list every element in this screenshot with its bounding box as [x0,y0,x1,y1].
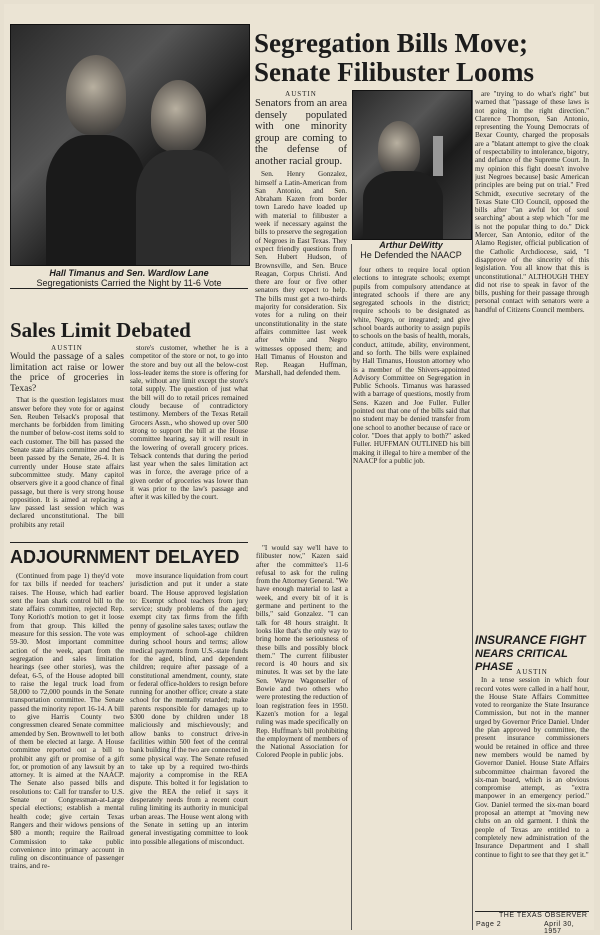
insurance-dateline: AUSTIN [516,668,548,676]
main-headline-line-1: Segregation Bills Move; [254,28,528,58]
left-photo-caption-name: Hall Timanus and Sen. Wardlow Lane [49,268,209,278]
main-story-col1-text: Sen. Henry Gonzalez, himself a Latin-American from San Antonio, and Sen. Abraham Kazen from border town Laredo have loaded up with material to filibuster a week if necessary against the bills to preserve the segregation of Negroes in East Texas. They expect friendly questions from Sen. Hubert Hudson, of Brownsville, and Sen. Bruce Reagan, Corpus Christi. And there are four or five other senators they expect to help. The bills must get a two-thirds majority for consideration. Six votes for a ruling on their unconstitutionality in the state affairs committee last week after white and Negro witnesses opposed them; and Hall Timanus of Houston and Rep. Reagan Huffman, Marshall, had defended them. [255,170,347,378]
insurance-headline-1: INSURANCE FIGHT [475,633,586,647]
adjournment-column-2 [130,572,248,930]
main-headline-line-2: Senate Filibuster Looms [254,57,535,87]
photo-figure-dewitty [378,121,420,176]
main-story-column-3 [353,266,470,930]
newspaper-page [4,4,594,935]
footer-date: April 30, 1957 [544,921,575,935]
adjournment-col2-text: move insurance liquidation from court jurisdiction and put it under a state board. The House approved legislation to: Exempt school teachers from jury service; study problems of the aged; exempt city tax firms from the fifth penny of gasoline sales taxes; outlaw the employment of school-age children during school hours and terms; allow medical payments from U.S.-state funds for the aged, blind, and dependent children; require after passage of a constitutional amendment, county, state or federal office-holders to resign before running for another office; create a state school for the mentally retarded; make parents responsible for damages up to $300 done by children under 18 maliciously and mischievously; and allow banks to construct drive-in facilities within 500 feet of the central bank building if the two are connected in some physical way. The Senate refused to take up by a required two-thirds majority a compromise in the REA dispute. This bolted it for legislation to give the REA the relief it says it desperately needs from a recent court ruling limiting its authority in municipal urban areas. The House went along with the Senate in setting up an interim general investigating committee to look into possible allegations of misconduct. [130,572,248,846]
sales-headline: Sales Limit Debated [10,318,191,342]
insurance-headline-2: NEARS CRITICAL PHASE [475,648,568,673]
adjournment-headline: ADJOURNMENT DELAYED [10,547,240,567]
adjournment-top-rule [10,542,248,543]
photo-body-right [136,150,231,265]
insurance-body: In a tense session in which four record votes were called in a half hour, the House State Affairs Committee voted to reorganize the State Insurance Commission, but not in the manner urged by Governor Price Daniel. Under the plan approved by committee, the present insurance commissioners would be retained in office and three new members would be named by Governor Daniel. House State Affairs subcommittee chairman favored the six-man board, which is an obvious compromise attempt, as "extra manpower in an emergency period." Gov. Daniel termed the six-man board proposal an attempt at "moving new clubs on an old garment. I think the people of Texas are entitled to a completely new administration of the Insurance Department and I shall continue to fight to see that they get it." [475,676,589,859]
photo-timanus-lane [10,24,250,266]
photo-body-left [46,135,146,265]
adjournment-col1-text: (Continued from page 1) they'd vote for tax bills if needed for teachers' raises. The House, which had earlier sent the loan shark control bill to the state affairs committee, rejected Rep. Tony Korioth's motion to get it loose from that group. This killed the measure for this session. The vote was 59-30. Most important committee action of the week, apart from the segregation and sales limitation hearings (see other stories), was the defeat, 6-5, of the House adopted bill to raise the legal truck load from 58,000 to 72,000 pounds in the Senate transportation committee. The Senate passed the minority report 16-14. A bill to give Harris County two congressmen cleared Senate committee amended by Sen. Brownwell to let both of them be elected at large. A House committee reported out a bill to prohibit any gift or promise of a gift for, or promotion of any lawsuit by an attorney. It is aimed at the NAACP. The Senate also passed bills and resolutions to: Call for transfer to U.S. Senate or Congressman-at-Large special elections; establish a mental health code; give certain Texas Rangers and their widows pensions of $80 a month; require the Railroad Commission to take public convenience into primary account in ruling on discontinuance of passenger trains, and re- [10,572,124,871]
main-story-dateline: AUSTIN [285,90,317,98]
right-photo-caption [352,240,470,260]
right-photo-caption-name: Arthur DeWitty [379,240,443,250]
sales-column-1 [10,344,124,554]
main-story-lead: Senators from an area densely populated with one minority group are coming to the defense of another racial group. [255,98,347,167]
photo-figure-right [151,80,206,152]
main-story-column-2 [256,544,348,930]
sales-col1-text: That is the question legislators must answer before they vote for or against Sen. Reuben Telsack's proposal that merchants be forbidden from limiting the number of below-cost items sold to each customer. The bill has passed the Senate state affairs committee and then been passed by the Senate, 26-4. It is currently under House state affairs subcommittee study. Many capitol observers give it a good chance of final passage, but there is very strong house opposition. It is aimed at replacing a law passed last session which was declared unconstitutional. The bill prohibits any retail [10,396,124,529]
column-divider-2 [472,90,473,930]
sales-col2-text: store's customer, whether he is a competitor of the store or not, to go into the store and buy out all the below-cost loss-leader items the store is offering for sale, without any limit except the store's total supply. The question of just what the bill will do to retail prices remained cloudy because of contradictory testimony. Members of the Texas Retail Grocers Assn., who showed up over 500 strong to support the bill at the House committee hearing, say it will result in the lowering of overall grocery prices. Telsack contends that during the period last year when the sales limitation act was in force, the average price of a given order of groceries was lower than it was prior to the law's passage and after it was killed by the court. [130,344,248,502]
main-story-col3-text: four others to require local option elections to integrate schools; exempt pupils from compulsory attendance at integrated schools if there are any segregated schools in the district; require schools to be designated as white, Negro, or integrated; and give school boards authority to assign pupils to schools on the basis of health, morals, conduct, attitude, ability, environment, and so forth. The bills were explained by Hall Timanus, Houston attorney who is a member of the Shivers-appointed Advisory Committee on Segregation in Public Schools. Timanus was harassed with a barrage of questions, mostly from Sens. Kazen and Joe Fuller. Fuller pointed out that one of the bills said that no student may be denied transfer from one school to another because of race or color. "Does that apply to both?" asked Fuller. HUFFMAN OUTLINED his bill making it illegal to hire a member of the NAACP for a public job. [353,266,470,465]
sales-top-rule [10,288,248,289]
left-photo-caption [10,268,248,288]
footer-publication: THE TEXAS OBSERVER [499,912,588,919]
photo-figure-left [66,55,126,135]
main-story-col4-text: are "trying to do what's right" but warned that "passage of these laws is not going in the right direction." Clarence Thompson, San Antonio, representing the Young Democrats of Bexar County, charged the proposals are a "blatant attempt to give the cloak of respectability to intolerance, bigotry, and defiance of the Supreme Court. In my opinion this fight doesn't involve just Negroes because] basic American principles are being put on trial." Fred Schmidt, executive secretary of the Texas State CIO Council, opposed the bills after "an awful lot of soul searching" about a step which "for me is not the popular thing to do." Dick Mercer, San Antonio, editor of the Alamo Register, official publication of the Catholic Archdiocese, said, "I disapprove of the sincerity of this legislation. You all know that this is unconstitutional." ALTHOUGH THEY did not rise to speak in favor of the bills, pushing for their passage through personal contact with senators were a handful of Citizens Council members. [475,90,589,314]
right-photo-caption-text: He Defended the NAACP [360,250,462,260]
sales-dateline: AUSTIN [51,344,83,352]
photo-body-dewitty [363,171,443,239]
column-divider-1 [351,244,352,930]
insurance-column [475,668,589,908]
adjournment-column-1 [10,572,124,930]
sales-column-2 [130,344,248,554]
main-story-column-4 [475,90,589,630]
left-photo-caption-text: Segregationists Carried the Night by 11-6 Vote [36,278,222,288]
main-story-col2-text: "I would say we'll have to filibuster now," Kazen said after the committee's 11-6 refusal to ask for the ruling from the Attorney General. "We have enough material to last a week, and every bit of it is germane and pertinent to the bills," said Gonzalez. "I can talk for 48 hours straight. It looks like that's the only way to bring home the seriousness of these bills and possibly block them." The current filibuster record is 40 hours and six minutes. It was set by the late Sen. Wayne Wagonseller of Bowie and two others who were protesting the reduction of loan registration fees in 1950. Kazen's motion for a legal ruling was made specifically on Rep. Huffman's bill prohibiting the employment of members of the National Association for Colored People in public jobs. [256,544,348,760]
photo-arthur-dewitty [352,90,472,240]
photo-microphone [433,136,443,176]
footer-page: Page 2 [476,921,502,928]
sales-lead: Would the passage of a sales limitation act raise or lower the price of groceries in Texas? [10,352,124,394]
